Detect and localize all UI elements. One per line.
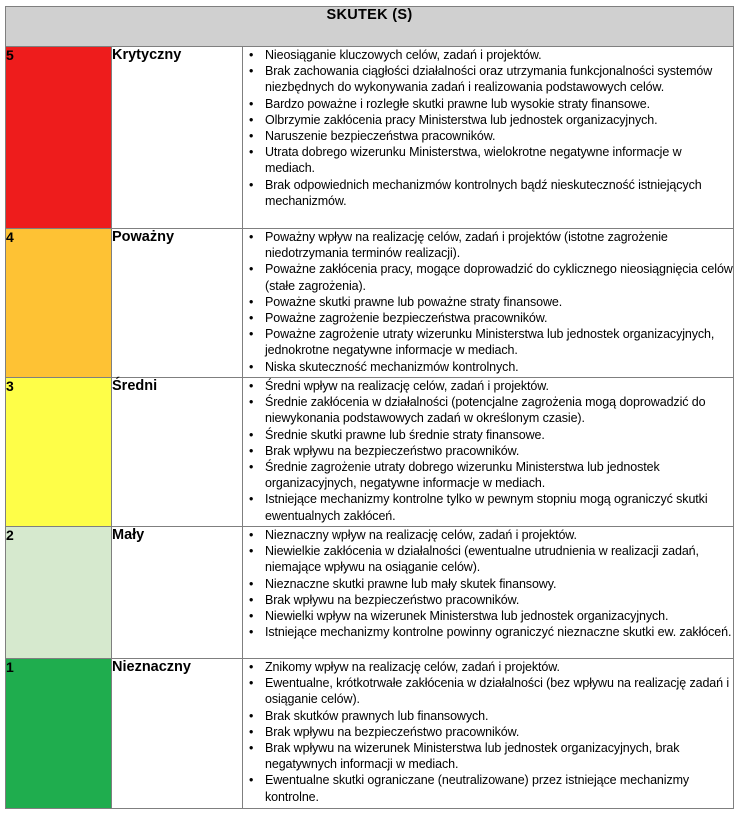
level-description-cell xyxy=(243,229,734,378)
description-list xyxy=(243,47,733,209)
level-name-cell: Poważny xyxy=(112,229,243,378)
list-item: • Poważne zagrożenie bezpieczeństwa pracowników. xyxy=(243,310,733,326)
list-item: • Brak wpływu na bezpieczeństwo pracowników. xyxy=(243,443,733,459)
table-row-level-5 xyxy=(6,47,734,229)
level-name-cell: Krytyczny xyxy=(112,47,243,229)
description-list xyxy=(243,527,733,640)
level-name-cell: Średni xyxy=(112,378,243,527)
level-number-cell: 4 xyxy=(6,229,112,378)
table-row-level-1 xyxy=(6,659,734,809)
level-description-cell xyxy=(243,659,734,809)
level-name-cell: Nieznaczny xyxy=(112,659,243,809)
list-item: • Naruszenie bezpieczeństwa pracowników. xyxy=(243,128,733,144)
impact-scale-table xyxy=(5,6,734,809)
level-number-cell: 5 xyxy=(6,47,112,229)
level-number-cell: 2 xyxy=(6,527,112,659)
description-list xyxy=(243,659,733,805)
description-list xyxy=(243,229,733,375)
list-item: • Brak skutków prawnych lub finansowych. xyxy=(243,708,733,724)
list-item: • Poważne zakłócenia pracy, mogące doprowadzić do cyklicznego nieosiągnięcia celów (stałe zagrożenia). xyxy=(243,261,733,293)
level-description-cell xyxy=(243,47,734,229)
list-item: • Nieznaczne skutki prawne lub mały skutek finansowy. xyxy=(243,576,733,592)
list-item: • Istniejące mechanizmy kontrolne powinny ograniczyć nieznaczne skutki ew. zakłóceń. xyxy=(243,624,733,640)
description-list xyxy=(243,378,733,524)
table-row-level-2 xyxy=(6,527,734,659)
list-item: • Ewentualne, krótkotrwałe zakłócenia w działalności (bez wpływu na realizację zadań i osiąganie celów). xyxy=(243,675,733,707)
list-item: • Niewielki wpływ na wizerunek Ministerstwa lub jednostek organizacyjnych. xyxy=(243,608,733,624)
list-item: • Brak wpływu na bezpieczeństwo pracowników. xyxy=(243,724,733,740)
list-item: • Utrata dobrego wizerunku Ministerstwa, wielokrotne negatywne informacje w mediach. xyxy=(243,144,733,176)
table-header-title: SKUTEK (S) xyxy=(6,7,734,47)
list-item: • Średnie skutki prawne lub średnie straty finansowe. xyxy=(243,427,733,443)
list-item: • Średnie zagrożenie utraty dobrego wizerunku Ministerstwa lub jednostek organizacyjnych, negatywne informacje w mediach. xyxy=(243,459,733,491)
level-description-cell xyxy=(243,378,734,527)
list-item: • Nieznaczny wpływ na realizację celów, zadań i projektów. xyxy=(243,527,733,543)
list-item: • Poważne zagrożenie utraty wizerunku Ministerstwa lub jednostek organizacyjnych, jednokrotne negatywne informacje w mediach. xyxy=(243,326,733,358)
list-item: • Nieosiąganie kluczowych celów, zadań i projektów. xyxy=(243,47,733,63)
list-item: • Brak zachowania ciągłości działalności oraz utrzymania funkcjonalności systemów niezbędnych do wykonywania zadań i realizowania podstawowych celów. xyxy=(243,63,733,95)
list-item: • Poważny wpływ na realizację celów, zadań i projektów (istotne zagrożenie niedotrzymania terminów realizacji). xyxy=(243,229,733,261)
list-item: • Brak wpływu na wizerunek Ministerstwa lub jednostek organizacyjnych, brak negatywnych informacji w mediach. xyxy=(243,740,733,772)
table-row-level-3 xyxy=(6,378,734,527)
list-item: • Brak odpowiednich mechanizmów kontrolnych bądź nieskuteczność istniejących mechanizmów. xyxy=(243,177,733,209)
level-name-cell: Mały xyxy=(112,527,243,659)
list-item: • Istniejące mechanizmy kontrolne tylko w pewnym stopniu mogą ograniczyć skutki ewentualnych zakłóceń. xyxy=(243,491,733,523)
list-item: • Bardzo poważne i rozległe skutki prawne lub wysokie straty finansowe. xyxy=(243,96,733,112)
list-item: • Średnie zakłócenia w działalności (potencjalne zagrożenia mogą doprowadzić do niewykonania podstawowych zadań w określonym czasie). xyxy=(243,394,733,426)
list-item: • Ewentualne skutki ograniczane (neutralizowane) przez istniejące mechanizmy kontrolne. xyxy=(243,772,733,804)
list-item: • Niska skuteczność mechanizmów kontrolnych. xyxy=(243,359,733,375)
list-item: • Średni wpływ na realizację celów, zadań i projektów. xyxy=(243,378,733,394)
list-item: • Poważne skutki prawne lub poważne straty finansowe. xyxy=(243,294,733,310)
level-number-cell: 3 xyxy=(6,378,112,527)
list-item: • Brak wpływu na bezpieczeństwo pracowników. xyxy=(243,592,733,608)
level-description-cell xyxy=(243,527,734,659)
table-row-level-4 xyxy=(6,229,734,378)
list-item: • Olbrzymie zakłócenia pracy Ministerstwa lub jednostek organizacyjnych. xyxy=(243,112,733,128)
list-item: • Niewielkie zakłócenia w działalności (ewentualne utrudnienia w realizacji zadań, niemające wpływu na osiąganie celów). xyxy=(243,543,733,575)
level-number-cell: 1 xyxy=(6,659,112,809)
list-item: • Znikomy wpływ na realizację celów, zadań i projektów. xyxy=(243,659,733,675)
